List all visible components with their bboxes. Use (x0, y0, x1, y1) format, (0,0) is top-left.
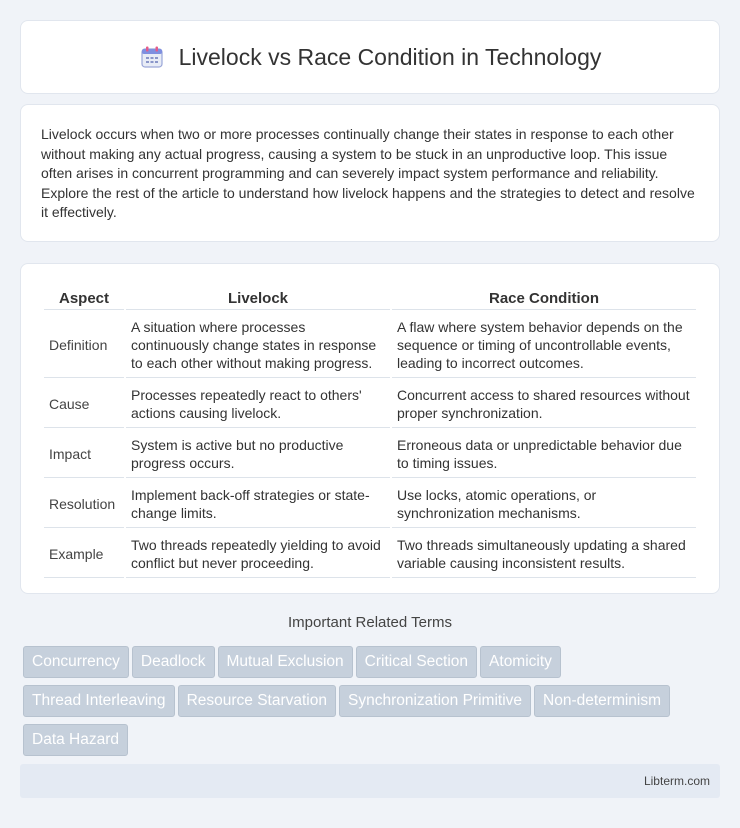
page-title: Livelock vs Race Condition in Technology (178, 43, 602, 70)
footer-site-link[interactable]: Libterm.com (643, 774, 710, 788)
table-row (44, 480, 696, 528)
table-header-row (44, 286, 696, 310)
row-livelock: Two threads repeatedly yielding to avoid conflict but never proceeding. (126, 530, 390, 578)
row-race-condition: Two threads simultaneously updating a shared variable causing inconsistent results. (392, 530, 696, 578)
tag-concurrency[interactable]: Concurrency (23, 646, 129, 678)
tag-resource-starvation[interactable]: Resource Starvation (178, 685, 336, 717)
tag-non-determinism[interactable]: Non-determinism (534, 685, 670, 717)
row-aspect: Resolution (44, 480, 124, 528)
header-aspect: Aspect (44, 286, 124, 310)
tag-mutual-exclusion[interactable]: Mutual Exclusion (218, 646, 353, 678)
tag-synchronization-primitive[interactable]: Synchronization Primitive (339, 685, 531, 717)
footer (20, 764, 720, 798)
table-row (44, 380, 696, 428)
related-terms-title: Important Related Terms (288, 614, 452, 631)
row-race-condition: Concurrent access to shared resources without proper synchronization. (392, 380, 696, 428)
header-card (20, 20, 720, 94)
calendar-icon (139, 44, 165, 70)
comparison-card (20, 263, 720, 594)
row-race-condition: A flaw where system behavior depends on the sequence or timing of uncontrollable events, leading to incorrect outcomes. (392, 312, 696, 378)
table-row (44, 430, 696, 478)
row-aspect: Impact (44, 430, 124, 478)
tag-thread-interleaving[interactable]: Thread Interleaving (23, 685, 175, 717)
comparison-table (42, 284, 698, 580)
table-row (44, 530, 696, 578)
header-race-condition: Race Condition (392, 286, 696, 310)
intro-text: Livelock occurs when two or more processes continually change their states in response to each other without making any actual progress, causing a system to be stuck in an unproductive loop. This issue often arises in concurrent programming and can severely impact system performance and reliability. Explore the rest of the article to understand how livelock happens and the strategies to detect and resolve it effectively. (41, 126, 695, 220)
tag-atomicity[interactable]: Atomicity (480, 646, 561, 678)
row-livelock: Processes repeatedly react to others' actions causing livelock. (126, 380, 390, 428)
row-race-condition: Erroneous data or unpredictable behavior due to timing issues. (392, 430, 696, 478)
row-livelock: System is active but no productive progress occurs. (126, 430, 390, 478)
related-terms-list (23, 646, 723, 763)
row-livelock: Implement back-off strategies or state-change limits. (126, 480, 390, 528)
tag-deadlock[interactable]: Deadlock (132, 646, 215, 678)
row-livelock: A situation where processes continuously change states in response to each other without making progress. (126, 312, 390, 378)
row-aspect: Cause (44, 380, 124, 428)
row-aspect: Definition (44, 312, 124, 378)
intro-card (20, 104, 720, 242)
tag-critical-section[interactable]: Critical Section (356, 646, 477, 678)
row-race-condition: Use locks, atomic operations, or synchronization mechanisms. (392, 480, 696, 528)
row-aspect: Example (44, 530, 124, 578)
table-row (44, 312, 696, 378)
tag-data-hazard[interactable]: Data Hazard (23, 724, 128, 756)
header-livelock: Livelock (126, 286, 390, 310)
